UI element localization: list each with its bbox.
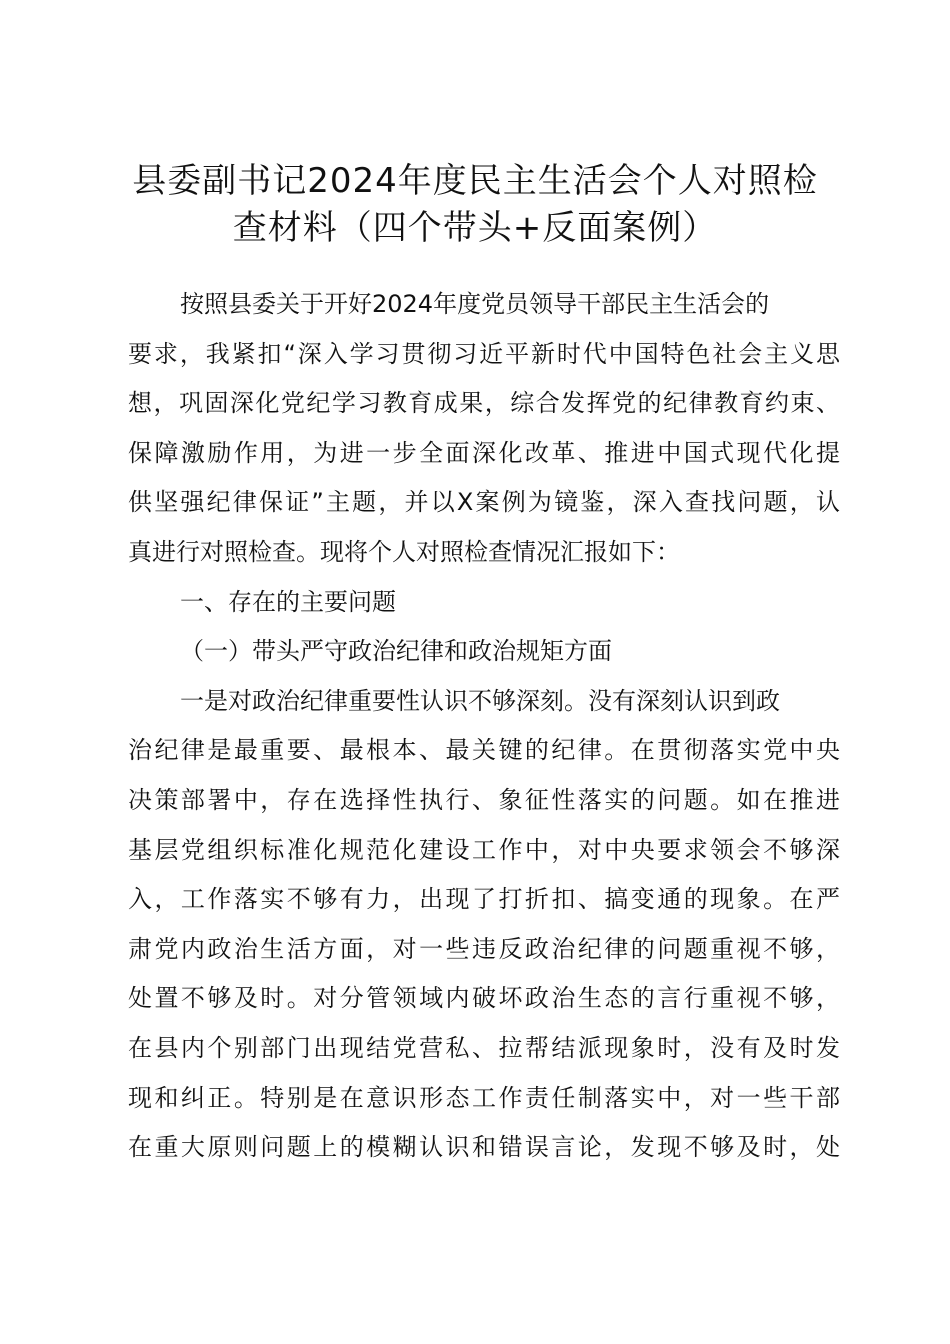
document-title-line-1: 县委副书记2024年度民主生活会个人对照检 [132,161,818,201]
paragraph-issue-line: 基层党组织标准化规范化建设工作中，对中央要求领会不够深 [128,835,840,864]
paragraph-issue-line: 现和纠正。特别是在意识形态工作责任制落实中，对一些干部 [128,1083,840,1112]
paragraph-issue-line: 处置不够及时。对分管领域内破坏政治生态的言行重视不够， [128,984,840,1013]
paragraph-issue-line: 一是对政治纪律重要性认识不够深刻。没有深刻认识到政 [180,686,780,715]
paragraph-intro-line: 保障激励作用，为进一步全面深化改革、推进中国式现代化提 [128,438,840,467]
paragraph-intro-line: 供坚强纪律保证”主题，并以X案例为镜鉴，深入查找问题，认 [128,488,840,517]
paragraph-issue-line: 肃党内政治生活方面，对一些违反政治纪律的问题重视不够， [128,934,840,963]
paragraph-issue-line: 在县内个别部门出现结党营私、拉帮结派现象时，没有及时发 [128,1033,840,1062]
paragraph-intro-line: 真进行对照检查。现将个人对照检查情况汇报如下： [128,537,680,566]
paragraph-intro-line: 按照县委关于开好2024年度党员领导干部民主生活会的 [180,290,770,318]
paragraph-issue-line: 入，工作落实不够有力，出现了打折扣、搞变通的现象。在严 [128,885,840,914]
document-body [128,280,840,1173]
document-title-line-2: 查材料（四个带头+反面案例） [232,208,718,248]
subsection-heading: （一）带头严守政治纪律和政治规矩方面 [180,637,612,666]
paragraph-intro-line: 要求，我紧扣“深入学习贯彻习近平新时代中国特色社会主义思 [128,339,840,368]
paragraph-issue-line: 决策部署中，存在选择性执行、象征性落实的问题。如在推进 [128,785,840,814]
paragraph-intro-line: 想，巩固深化党纪学习教育成果，综合发挥党的纪律教育约束、 [128,389,840,418]
paragraph-issue-line: 治纪律是最重要、最根本、最关键的纪律。在贯彻落实党中央 [128,736,840,765]
paragraph-issue-line: 在重大原则问题上的模糊认识和错误言论，发现不够及时，处 [128,1133,840,1162]
section-heading: 一、存在的主要问题 [180,587,396,616]
